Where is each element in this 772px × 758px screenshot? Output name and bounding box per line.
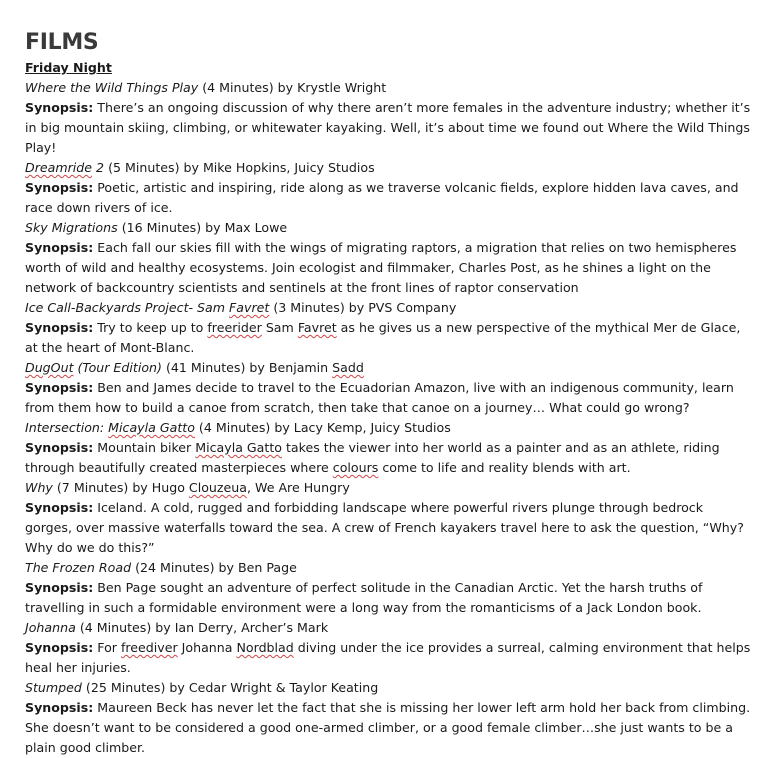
synopsis-text: as he gives us a new perspective of the mythical Mer de Glace, at the heart of Mont-Blanc. bbox=[25, 320, 741, 355]
synopsis-text: Try to keep up to bbox=[93, 320, 208, 335]
film-title-line bbox=[25, 298, 752, 318]
synopsis-text: Ben Page sought an adventure of perfect solitude in the Canadian Arctic. Yet the harsh truths of travelling in such a formidable environment were a long way from the romanticisms of a Jack London book. bbox=[25, 580, 703, 615]
synopsis-text: Maureen Beck has never let the fact that she is missing her lower left arm hold her back from climbing. She doesn’t want to be considered a good one-armed climber, or a good female climber…she just wants to be a plain good climber. bbox=[25, 700, 751, 755]
synopsis-label: Synopsis bbox=[25, 180, 89, 195]
film-duration: (41 Minutes) bbox=[161, 360, 246, 375]
film-title: Intersection: bbox=[25, 420, 109, 435]
film-title-line bbox=[25, 158, 752, 178]
synopsis-text: come to life and reality blends with art. bbox=[378, 460, 631, 475]
film-title: Ice Call-Backyards Project- Sam bbox=[25, 300, 230, 315]
film-title: Stumped bbox=[25, 680, 82, 695]
misspelled-word: freediver bbox=[120, 640, 178, 655]
film-credit: by Hugo bbox=[128, 480, 189, 495]
film-synopsis: Synopsis: Mountain biker Micayla Gatto takes the viewer into her world as a painter and as an athlete, riding through beautifully created masterpieces where colours come to life and reality blends with art. bbox=[25, 440, 720, 475]
film-credit: by Cedar Wright & Taylor Keating bbox=[165, 680, 379, 695]
film-duration: (25 Minutes) bbox=[81, 680, 166, 695]
synopsis-text: Sam bbox=[261, 320, 298, 335]
synopsis-text: Ben and James decide to travel to the Ecuadorian Amazon, live with an indigenous community, learn from them how to build a canoe from scratch, then take that canoe on a journey… What could go wrong? bbox=[25, 380, 734, 415]
film-synopsis: Synopsis: Ben Page sought an adventure of perfect solitude in the Canadian Arctic. Yet the harsh truths of travelling in such a formidable environment were a long way from the romanticisms of a Jack London book. bbox=[25, 580, 703, 615]
synopsis-label: Synopsis bbox=[25, 320, 89, 335]
film-credit: by Mike Hopkins, Juicy Studios bbox=[179, 160, 375, 175]
film-title-line bbox=[25, 218, 752, 238]
film-synopsis: Synopsis: For freediver Johanna Nordblad diving under the ice provides a surreal, calming environment that helps heal her injuries. bbox=[25, 640, 751, 675]
film-credit: by Benjamin bbox=[245, 360, 333, 375]
film-title: Why bbox=[25, 480, 53, 495]
synopsis-text: diving under the ice provides a surreal, calming environment that helps heal her injuries. bbox=[25, 640, 751, 675]
misspelled-word: freerider bbox=[207, 320, 262, 335]
film-title: Where the Wild Things Play bbox=[25, 80, 199, 95]
synopsis-label: Synopsis bbox=[25, 500, 89, 515]
film-title: Sky Migrations bbox=[25, 220, 118, 235]
synopsis-text: There’s an ongoing discussion of why there aren’t more females in the adventure industry; whether it’s in big mountain skiing, climbing, or whitewater kayaking. Well, it’s about time we found out Where the Wild Things Play! bbox=[25, 100, 751, 155]
film-duration: (7 Minutes) bbox=[52, 480, 129, 495]
synopsis-label: Synopsis bbox=[25, 700, 89, 715]
synopsis-text: Johanna bbox=[177, 640, 237, 655]
film-title-misspelled: DugOut bbox=[25, 360, 74, 375]
film-synopsis: Synopsis: Maureen Beck has never let the fact that she is missing her lower left arm hold her back from climbing. She doesn’t want to be considered a good one-armed climber, or a good female climber…she just wants to be a plain good climber. bbox=[25, 700, 751, 755]
synopsis-label: Synopsis bbox=[25, 440, 89, 455]
section-subheading: Friday Night bbox=[25, 60, 112, 75]
synopsis-text: For bbox=[93, 640, 121, 655]
film-synopsis: Synopsis: Each fall our skies fill with the wings of migrating raptors, a migration that relies on two hemispheres worth of wild and healthy ecosystems. Join ecologist and filmmaker, Charles Post, as he shines a light on the network of backcountry scientists and sentinels at the front lines of raptor conservation bbox=[25, 240, 737, 295]
film-title-line bbox=[25, 558, 752, 578]
film-title-misspelled: Favret bbox=[229, 300, 270, 315]
film-title-line bbox=[25, 478, 752, 498]
film-duration: (24 Minutes) bbox=[131, 560, 215, 575]
film-duration: (3 Minutes) bbox=[269, 300, 345, 315]
film-duration: (16 Minutes) bbox=[117, 220, 202, 235]
film-synopsis: Synopsis: Try to keep up to freerider Sam Favret as he gives us a new perspective of the mythical Mer de Glace, at the heart of Mont-Blanc. bbox=[25, 320, 741, 355]
film-title-misspelled: Micayla Gatto bbox=[108, 420, 195, 435]
film-title-line bbox=[25, 678, 752, 698]
misspelled-word: Sadd bbox=[332, 360, 364, 375]
misspelled-word: Nordblad bbox=[236, 640, 294, 655]
synopsis-text: Poetic, artistic and inspiring, ride along as we traverse volcanic fields, explore hidden lava caves, and race down rivers of ice. bbox=[25, 180, 739, 215]
synopsis-text: Iceland. A cold, rugged and forbidding landscape where powerful rivers plunge through bedrock gorges, over massive waterfalls toward the sea. A crew of French kayakers travel here to ask the question, “Why? Why do we do this?” bbox=[25, 500, 744, 555]
film-duration: (4 Minutes) bbox=[194, 420, 271, 435]
film-title-line bbox=[25, 358, 752, 378]
film-credit: by Ben Page bbox=[214, 560, 297, 575]
film-credit: by PVS Company bbox=[344, 300, 457, 315]
film-duration: (4 Minutes) bbox=[75, 620, 152, 635]
synopsis-label: Synopsis bbox=[25, 240, 89, 255]
film-credit: by Max Lowe bbox=[201, 220, 288, 235]
synopsis-label: Synopsis bbox=[25, 100, 89, 115]
film-duration: (4 Minutes) bbox=[198, 80, 274, 95]
film-title-line bbox=[25, 78, 752, 98]
film-credit: by Lacy Kemp, Juicy Studios bbox=[270, 420, 451, 435]
misspelled-word: colours bbox=[332, 460, 379, 475]
film-title-line bbox=[25, 418, 752, 438]
film-title: (Tour Edition) bbox=[73, 360, 162, 375]
synopsis-text: Each fall our skies fill with the wings of migrating raptors, a migration that relies on two hemispheres worth of wild and healthy ecosystems. Join ecologist and filmmaker, Charles Post, as he shines a light on the network of backcountry scientists and sentinels at the front lines of raptor conservation bbox=[25, 240, 737, 295]
film-synopsis: Synopsis: There’s an ongoing discussion of why there aren’t more females in the adventure industry; whether it’s in big mountain skiing, climbing, or whitewater kayaking. Well, it’s about time we found out Where the Wild Things Play! bbox=[25, 100, 751, 155]
film-credit: by Krystle Wright bbox=[273, 80, 387, 95]
film-title: 2 bbox=[92, 160, 105, 175]
film-duration: (5 Minutes) bbox=[104, 160, 180, 175]
film-title-line bbox=[25, 618, 752, 638]
synopsis-label: Synopsis bbox=[25, 640, 89, 655]
film-title: Johanna bbox=[25, 620, 76, 635]
synopsis-text: Mountain biker bbox=[93, 440, 196, 455]
synopsis-label: Synopsis bbox=[25, 380, 89, 395]
misspelled-word: Clouzeua bbox=[188, 480, 247, 495]
film-credit: by Ian Derry, Archer’s Mark bbox=[151, 620, 329, 635]
film-title: The Frozen Road bbox=[25, 560, 132, 575]
film-credit: , We Are Hungry bbox=[246, 480, 350, 495]
page-heading: FILMS bbox=[25, 30, 99, 55]
film-synopsis: Synopsis: Poetic, artistic and inspiring, ride along as we traverse volcanic fields, explore hidden lava caves, and race down rivers of ice. bbox=[25, 180, 739, 215]
misspelled-word: Favret bbox=[297, 320, 337, 335]
misspelled-word: Micayla Gatto bbox=[195, 440, 282, 455]
film-synopsis: Synopsis: Ben and James decide to travel to the Ecuadorian Amazon, live with an indigenous community, learn from them how to build a canoe from scratch, then take that canoe on a journey… What could go wrong? bbox=[25, 380, 734, 415]
synopsis-text: takes the viewer into her world as a painter and as an athlete, riding through beautifully created masterpieces where bbox=[25, 440, 720, 475]
synopsis-label: Synopsis bbox=[25, 580, 89, 595]
film-title-misspelled: Dreamride bbox=[25, 160, 93, 175]
film-synopsis: Synopsis: Iceland. A cold, rugged and forbidding landscape where powerful rivers plunge through bedrock gorges, over massive waterfalls toward the sea. A crew of French kayakers travel here to ask the question, “Why? Why do we do this?” bbox=[25, 500, 744, 555]
